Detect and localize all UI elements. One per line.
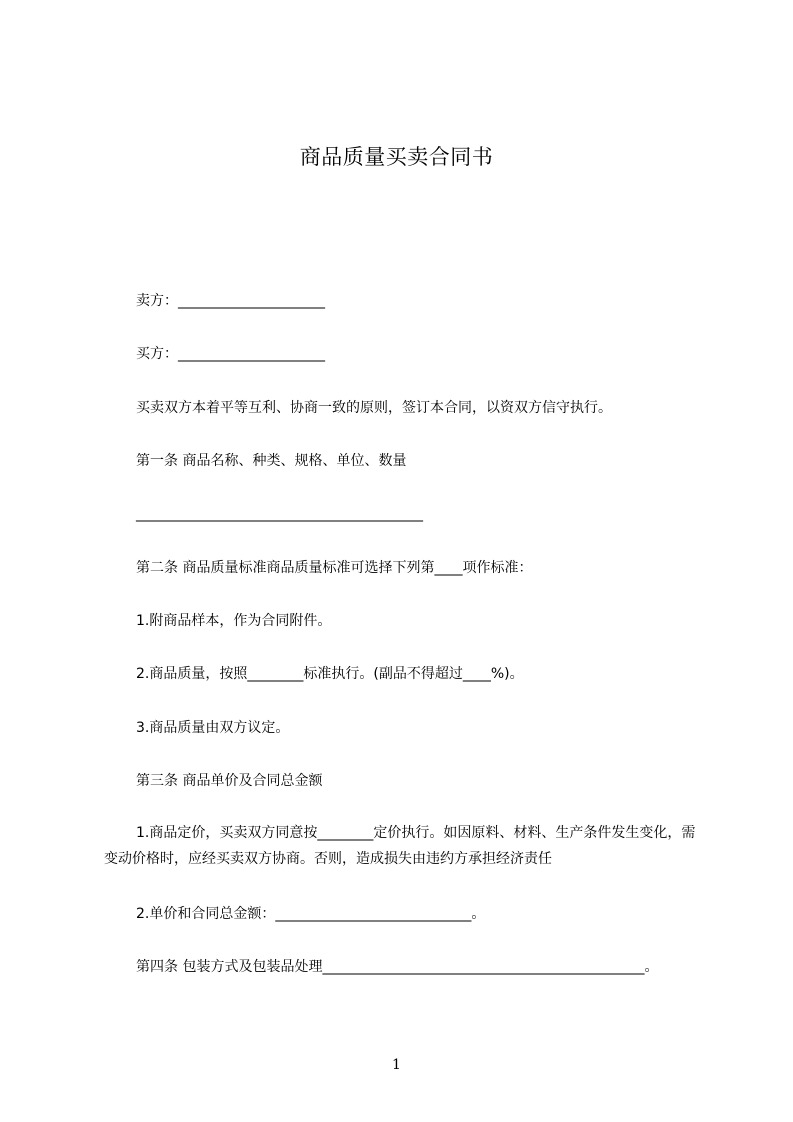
article2-item-2: 2.商品质量，按照________标准执行。(副品不得超过____%)。 <box>136 666 524 682</box>
article1-heading: 第一条 商品名称、种类、规格、单位、数量 <box>136 453 407 469</box>
article4-heading: 第四条 包装方式及包装品处理______________________________________________。 <box>136 959 659 975</box>
article1-blank-line: _________________________________________ <box>136 506 423 522</box>
seller-line: 卖方：_____________________ <box>136 293 325 309</box>
article3-heading: 第三条 商品单价及合同总金额 <box>136 773 323 789</box>
article3-item-1: 1.商品定价，买卖双方同意按________定价执行。如因原料、材料、生产条件发生变化，需变动价格时，应经买卖双方协商。否则，造成损失由违约方承担经济责任 <box>104 825 696 867</box>
article2-item-3: 3.商品质量由双方议定。 <box>136 720 290 736</box>
preamble-text: 买卖双方本着平等互利、协商一致的原则，签订本合同，以资双方信守执行。 <box>136 400 612 416</box>
document-title: 商品质量买卖合同书 <box>299 145 494 169</box>
article2-item-1: 1.附商品样本，作为合同附件。 <box>136 613 332 629</box>
article2-heading: 第二条 商品质量标准商品质量标准可选择下列第____项作标准： <box>136 560 533 576</box>
page-number: 1 <box>392 1057 401 1073</box>
buyer-line: 买方：_____________________ <box>136 346 325 362</box>
article3-item-2: 2.单价和合同总金额：____________________________。 <box>136 906 486 922</box>
